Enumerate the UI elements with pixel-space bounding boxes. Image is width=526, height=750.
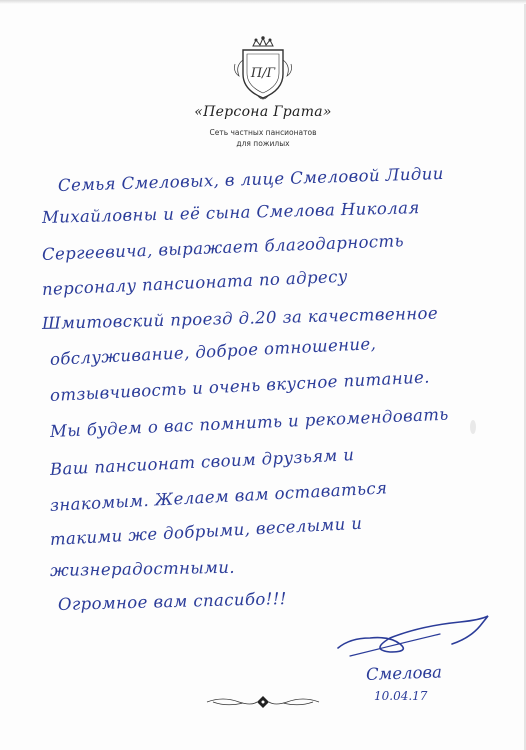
letter-line: персоналу пансионата по адресу [41,266,349,299]
letter-date: 10.04.17 [374,689,428,703]
logo-monogram: П/Г [250,66,276,81]
letter-line: отзывчивость и очень вкусное питание. [49,367,431,405]
signer-name: Смелова [365,662,443,684]
signature-scribble [330,608,500,668]
letter-line: знакомым. Желаем вам оставаться [49,478,388,515]
letter-line: Ваш пансионат своим друзьям и [49,445,355,479]
letter-line: Шмитовский проезд д.20 за качественное [41,303,439,333]
tagline-line1: Сеть частных пансионатов [209,128,317,137]
letter-line: такими же добрыми, веселыми и [49,513,363,549]
letter-line: Семья Смеловых, в лице Смеловой Лидии [57,163,445,195]
footer-ornament [203,694,323,710]
tagline-line2: для пожилых [236,139,290,148]
letter-line: Сергеевича, выражает благодарность [41,231,405,264]
letter-line: Огромное вам спасибо!!! [57,589,288,614]
paper-mark [470,420,476,434]
letter-line: Михайловны и её сына Смелова Николая [41,198,420,227]
letter-line: жизнерадостными. [49,557,236,580]
letter-line: обслуживание, доброе отношение, [49,334,377,369]
brand-name: «Персона Грата» [194,104,332,120]
letter-line: Мы будем о вас помнить и рекомендовать [49,404,450,441]
